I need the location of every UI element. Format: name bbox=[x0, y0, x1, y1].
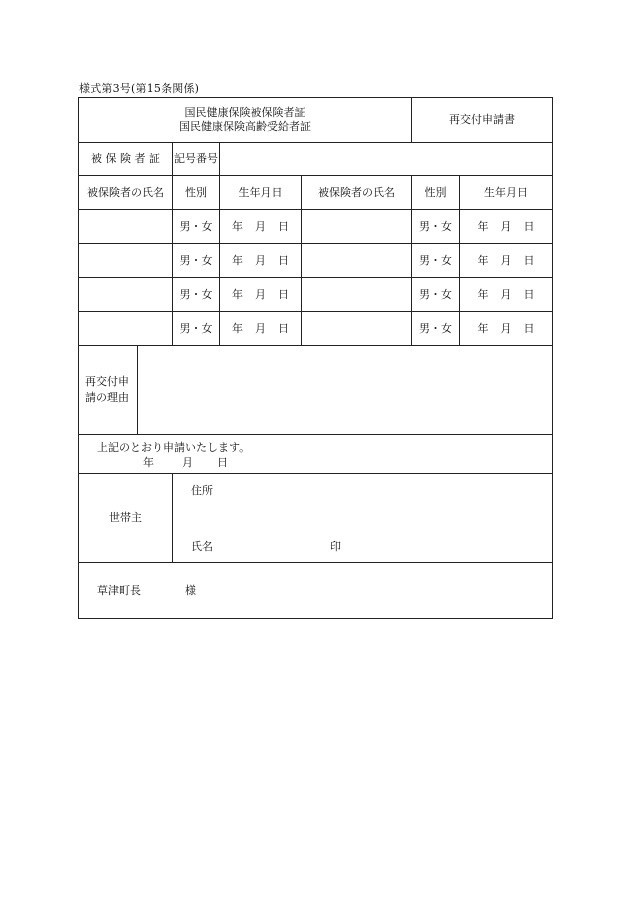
year-label: 年 bbox=[143, 456, 154, 469]
insured-name-field[interactable] bbox=[302, 278, 412, 312]
table-row bbox=[79, 244, 553, 278]
insurance-card-label: 被 保 険 者 証 bbox=[79, 143, 173, 176]
reason-label bbox=[79, 346, 138, 435]
name-label: 氏名 bbox=[191, 540, 213, 553]
form-title-cell bbox=[79, 98, 412, 143]
day-label: 日 bbox=[523, 321, 535, 335]
insured-name-field[interactable] bbox=[302, 210, 412, 244]
dob-field[interactable] bbox=[460, 210, 553, 244]
sex-option[interactable]: 男・女 bbox=[173, 244, 220, 278]
month-label: 月 bbox=[182, 456, 193, 469]
reason-label-line2: 請の理由 bbox=[85, 391, 129, 404]
insured-name-field[interactable] bbox=[79, 244, 173, 278]
sex-option[interactable]: 男・女 bbox=[412, 278, 460, 312]
sex-option[interactable]: 男・女 bbox=[173, 210, 220, 244]
reason-field[interactable] bbox=[138, 346, 553, 435]
sex-option[interactable]: 男・女 bbox=[412, 244, 460, 278]
day-label: 日 bbox=[523, 253, 535, 267]
insured-name-field[interactable] bbox=[79, 312, 173, 346]
reason-label-line1: 再交付申 bbox=[85, 375, 129, 388]
day-label: 日 bbox=[523, 287, 535, 301]
day-label: 日 bbox=[278, 219, 289, 233]
insured-name-field[interactable] bbox=[79, 278, 173, 312]
card-number-field[interactable] bbox=[220, 143, 553, 176]
year-label: 年 bbox=[477, 253, 489, 267]
dob-field[interactable] bbox=[220, 312, 302, 346]
month-label: 月 bbox=[255, 287, 266, 301]
month-label: 月 bbox=[500, 219, 512, 233]
day-label: 日 bbox=[217, 456, 228, 469]
insured-name-field[interactable] bbox=[302, 312, 412, 346]
day-label: 日 bbox=[278, 321, 289, 335]
address-label: 住所 bbox=[191, 484, 213, 497]
insured-name-field[interactable] bbox=[79, 210, 173, 244]
addressee bbox=[79, 563, 553, 619]
day-label: 日 bbox=[523, 219, 535, 233]
table-row bbox=[79, 312, 553, 346]
day-label: 日 bbox=[278, 287, 289, 301]
form-title-line1: 国民健康保険被保険者証 bbox=[184, 106, 306, 119]
sex-option[interactable]: 男・女 bbox=[173, 312, 220, 346]
dob-header-right: 生年月日 bbox=[460, 176, 553, 210]
month-label: 月 bbox=[500, 287, 512, 301]
dob-field[interactable] bbox=[460, 278, 553, 312]
year-label: 年 bbox=[232, 287, 243, 301]
householder-label: 世帯主 bbox=[79, 474, 173, 563]
form-title-line2: 国民健康保険高齢受給者証 bbox=[179, 120, 312, 133]
month-label: 月 bbox=[500, 321, 512, 335]
year-label: 年 bbox=[477, 321, 489, 335]
year-label: 年 bbox=[477, 219, 489, 233]
reissue-application-form bbox=[78, 97, 553, 619]
dob-field[interactable] bbox=[220, 210, 302, 244]
addressee-name: 草津町長 bbox=[97, 583, 141, 597]
insured-name-header-right: 被保険者の氏名 bbox=[302, 176, 412, 210]
year-label: 年 bbox=[477, 287, 489, 301]
sex-header-right: 性別 bbox=[412, 176, 460, 210]
application-date[interactable] bbox=[143, 456, 552, 470]
document-title: 再交付申請書 bbox=[412, 98, 553, 143]
month-label: 月 bbox=[255, 253, 266, 267]
sex-option[interactable]: 男・女 bbox=[412, 210, 460, 244]
month-label: 月 bbox=[500, 253, 512, 267]
dob-field[interactable] bbox=[460, 244, 553, 278]
table-row bbox=[79, 210, 553, 244]
dob-field[interactable] bbox=[220, 244, 302, 278]
honorific: 様 bbox=[185, 583, 196, 597]
insured-name-field[interactable] bbox=[302, 244, 412, 278]
year-label: 年 bbox=[232, 253, 243, 267]
declaration-text: 上記のとおり申請いたします。 bbox=[97, 441, 251, 454]
year-label: 年 bbox=[232, 219, 243, 233]
declaration bbox=[79, 435, 553, 474]
seal-label: 印 bbox=[330, 540, 341, 553]
sex-header-left: 性別 bbox=[173, 176, 220, 210]
sex-option[interactable]: 男・女 bbox=[173, 278, 220, 312]
insured-name-header-left: 被保険者の氏名 bbox=[79, 176, 173, 210]
year-label: 年 bbox=[232, 321, 243, 335]
dob-field[interactable] bbox=[220, 278, 302, 312]
householder-details bbox=[173, 474, 553, 563]
month-label: 月 bbox=[255, 219, 266, 233]
form-number-label: 様式第3号(第15条関係) bbox=[79, 82, 200, 95]
month-label: 月 bbox=[255, 321, 266, 335]
card-number-label: 記号番号 bbox=[173, 143, 220, 176]
sex-option[interactable]: 男・女 bbox=[412, 312, 460, 346]
dob-field[interactable] bbox=[460, 312, 553, 346]
day-label: 日 bbox=[278, 253, 289, 267]
table-row bbox=[79, 278, 553, 312]
dob-header-left: 生年月日 bbox=[220, 176, 302, 210]
